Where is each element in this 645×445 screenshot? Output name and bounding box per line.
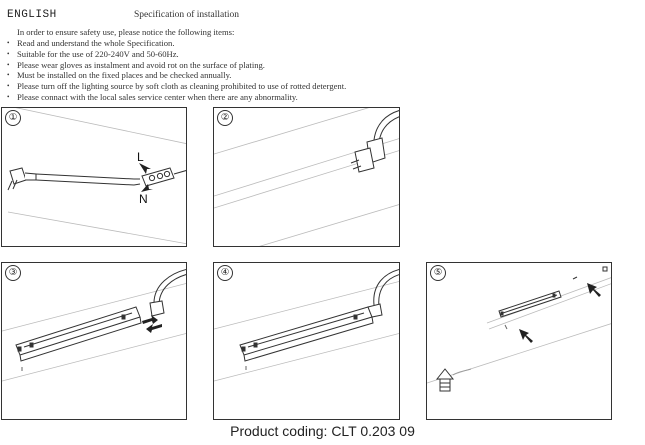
list-item: • Please connact with the local sales service center when there are any abnormality. xyxy=(7,92,346,103)
step-1-number: ① xyxy=(5,110,21,126)
step-5-illustration xyxy=(427,263,612,420)
page-title: Specification of installation xyxy=(134,10,240,20)
list-item: • Please turn off the lighting source by soft cloth as cleaning prohibited to use of rotted detergent. xyxy=(7,81,346,92)
step-2-panel xyxy=(213,107,400,247)
list-item: • Read and understand the whole Specification. xyxy=(7,38,346,49)
step-1-illustration xyxy=(2,108,187,247)
step-5-number: ⑤ xyxy=(430,265,446,281)
step-4-number: ④ xyxy=(217,265,233,281)
list-item: • Please wear gloves as instalment and avoid rot on the surface of plating. xyxy=(7,60,346,71)
step-5-panel xyxy=(426,262,612,420)
step-3-panel xyxy=(1,262,187,420)
live-wire-label: L xyxy=(137,150,144,164)
step-1-panel xyxy=(1,107,187,247)
intro-text: In order to ensure safety use, please notice the following items: xyxy=(17,27,235,37)
neutral-wire-label: N xyxy=(139,192,148,206)
product-code: Product coding: CLT 0.203 09 xyxy=(230,423,415,439)
list-item: • Suitable for the use of 220-240V and 50-60Hz. xyxy=(7,49,346,60)
step-2-number: ② xyxy=(217,110,233,126)
step-4-illustration xyxy=(214,263,400,420)
step-3-number: ③ xyxy=(5,265,21,281)
step-2-illustration xyxy=(214,108,400,247)
language-label: ENGLISH xyxy=(7,9,57,21)
list-item: • Must be installed on the fixed places and be checked annually. xyxy=(7,70,346,81)
safety-notes-list xyxy=(7,38,346,103)
step-3-illustration xyxy=(2,263,187,420)
step-4-panel xyxy=(213,262,400,420)
